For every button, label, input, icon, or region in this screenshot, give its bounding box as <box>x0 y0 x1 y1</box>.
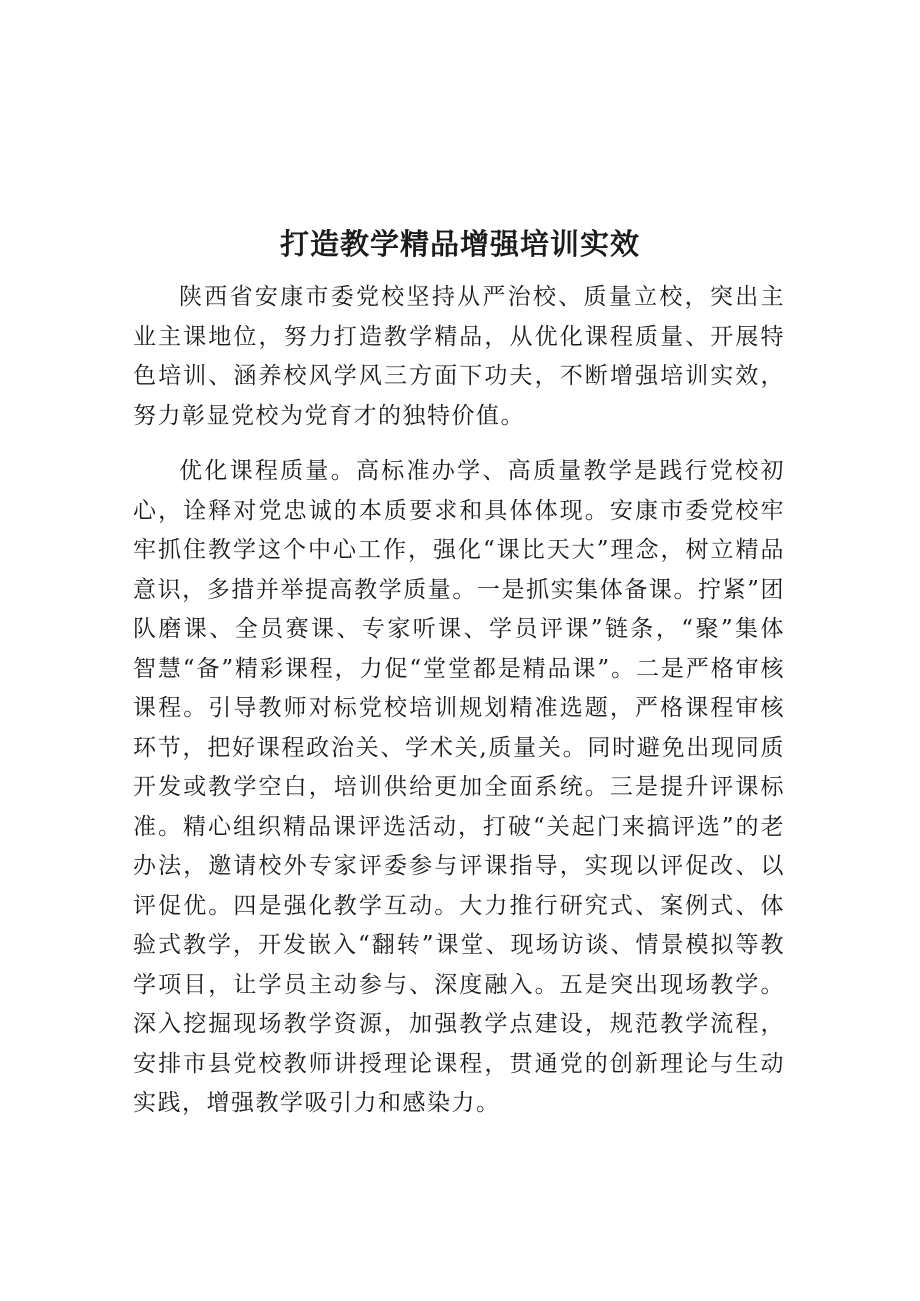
intro-paragraph: 陕西省安康市委党校坚持从严治校、质量立校，突出主业主课地位，努力打造教学精品，从优化课程质量、开展特色培训、涵养校风学风三方面下功夫，不断增强培训实效，努力彰显党校为党育才的独特价值。 <box>133 284 785 429</box>
course-quality-paragraph: 优化课程质量。高标准办学、高质量教学是践行党校初心，诠释对党忠诚的本质要求和具体体现。安康市委党校牢牢抓住教学这个中心工作，强化“课比天大”理念，树立精品意识，多措并举提高教学质量。一是抓实集体备课。拧紧”团队磨课、全员赛课、专家听课、学员评课”链条，“聚”集体智慧“备”精彩课程，力促“堂堂都是精品课”。二是严格审核课程。引导教师对标党校培训规划精准选题，严格课程审核环节，把好课程政治关、学术关,质量关。同时避免出现同质开发或教学空白，培训供给更加全面系统。三是提升评课标准。精心组织精品课评选活动，打破“关起门来搞评选”的老办法，邀请校外专家评委参与评课指导，实现以评促改、以评促优。四是强化教学互动。大力推行研究式、案例式、体验式教学，开发嵌入“翻转”课堂、现场访谈、情景模拟等教学项目，让学员主动参与、深度融入。五是突出现场教学。深入挖掘现场教学资源，加强教学点建设，规范教学流程，安排市县党校教师讲授理论课程，贯通党的创新理论与生动实践，增强教学吸引力和感染力。 <box>133 458 785 1116</box>
document-title: 打造教学精品增强培训实效 <box>279 227 640 261</box>
